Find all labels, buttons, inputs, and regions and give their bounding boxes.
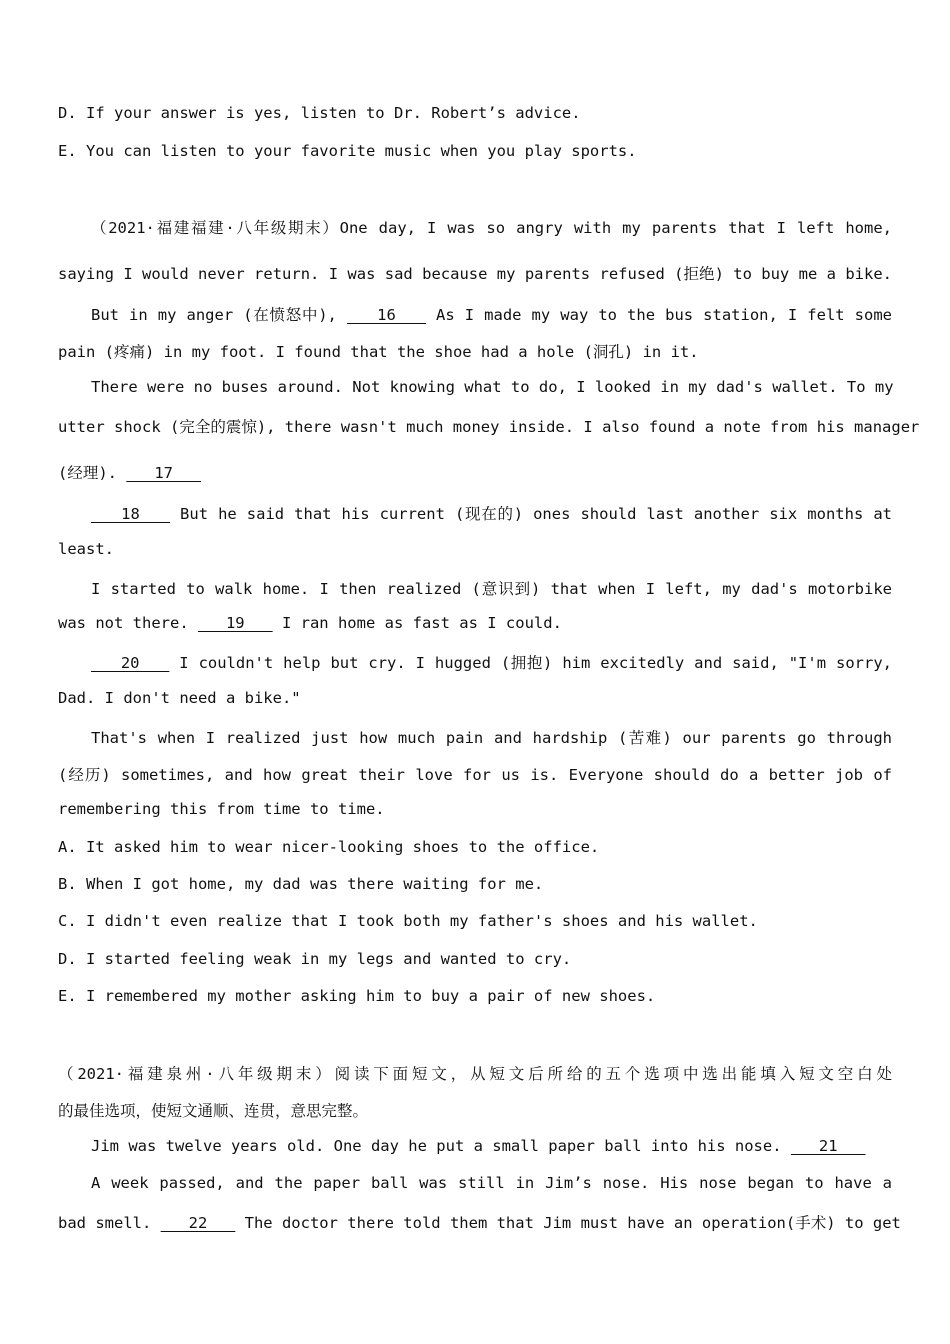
passage2-option-c: C. I didn't even realize that I took both my father's shoes and his wallet. xyxy=(58,912,758,930)
passage2-option-b: B. When I got home, my dad was there waiting for me. xyxy=(58,875,544,893)
passage2-source: （2021·福建福建·八年级期末） xyxy=(91,219,340,237)
blank-17[interactable]: 17 xyxy=(126,464,201,482)
blank-20[interactable]: 20 xyxy=(91,654,170,672)
passage3-intro-2: 的最佳选项，使短文通顺、连贯，意思完整。 xyxy=(58,1102,369,1120)
passage2-line-3: But in my anger (在愤怒中), 16 As I made my way to the bus station, I felt some xyxy=(91,306,893,324)
passage2-line-1: （2021·福建福建·八年级期末）One day, I was so angry with my parents that I left home, xyxy=(91,219,892,237)
blank-18[interactable]: 18 xyxy=(91,505,170,523)
passage2-line-16: remembering this from time to time. xyxy=(58,800,385,818)
passage3-intro-1: （2021·福建泉州·八年级期末）阅读下面短文，从短文后所给的五个选项中选出能填入短文空白处 xyxy=(58,1065,892,1083)
passage3-line-3: bad smell. 22 The doctor there told them that Jim must have an operation(手术) to get xyxy=(58,1214,901,1232)
option-e-prev: E. You can listen to your favorite music when you play sports. xyxy=(58,142,637,160)
passage2-line-11: was not there. 19 I ran home as fast as I could. xyxy=(58,614,562,632)
passage2-line-13: Dad. I don't need a bike." xyxy=(58,689,301,707)
passage2-line-10: I started to walk home. I then realized (意识到) that when I left, my dad's motorbike xyxy=(91,580,892,598)
blank-19[interactable]: 19 xyxy=(197,614,273,632)
passage2-line-6: utter shock (完全的震惊), there wasn't much money inside. I also found a note from his manager xyxy=(58,418,920,436)
blank-16[interactable]: 16 xyxy=(346,306,426,324)
blank-22[interactable]: 22 xyxy=(160,1214,236,1232)
passage2-line-5: There were no buses around. Not knowing what to do, I looked in my dad's wallet. To my xyxy=(91,378,894,396)
passage2-option-a: A. It asked him to wear nicer-looking shoes to the office. xyxy=(58,838,600,856)
passage2-line-7: (经理). 17 xyxy=(58,464,201,482)
passage2-line-14: That's when I realized just how much pain and hardship (苦难) our parents go through xyxy=(91,729,892,747)
passage3-line-2: A week passed, and the paper ball was still in Jim’s nose. His nose began to have a xyxy=(91,1174,892,1192)
blank-21[interactable]: 21 xyxy=(790,1137,866,1155)
passage2-line-8: 18 But he said that his current (现在的) ones should last another six months at xyxy=(91,505,893,523)
passage2-line-4: pain (疼痛) in my foot. I found that the shoe had a hole (洞孔) in it. xyxy=(58,343,699,361)
passage2-line-9: least. xyxy=(58,540,114,558)
passage2-line-2: saying I would never return. I was sad because my parents refused (拒绝) to buy me a bike. xyxy=(58,265,892,283)
passage2-line-12: 20 I couldn't help but cry. I hugged (拥抱) him excitedly and said, "I'm sorry, xyxy=(91,654,892,672)
option-d-prev: D. If your answer is yes, listen to Dr. Robert’s advice. xyxy=(58,104,581,122)
passage2-option-e: E. I remembered my mother asking him to buy a pair of new shoes. xyxy=(58,987,656,1005)
passage2-line-15: (经历) sometimes, and how great their love for us is. Everyone should do a better job of xyxy=(58,766,892,784)
passage3-line-1: Jim was twelve years old. One day he put a small paper ball into his nose. 21 xyxy=(91,1137,866,1155)
passage2-option-d: D. I started feeling weak in my legs and wanted to cry. xyxy=(58,950,572,968)
